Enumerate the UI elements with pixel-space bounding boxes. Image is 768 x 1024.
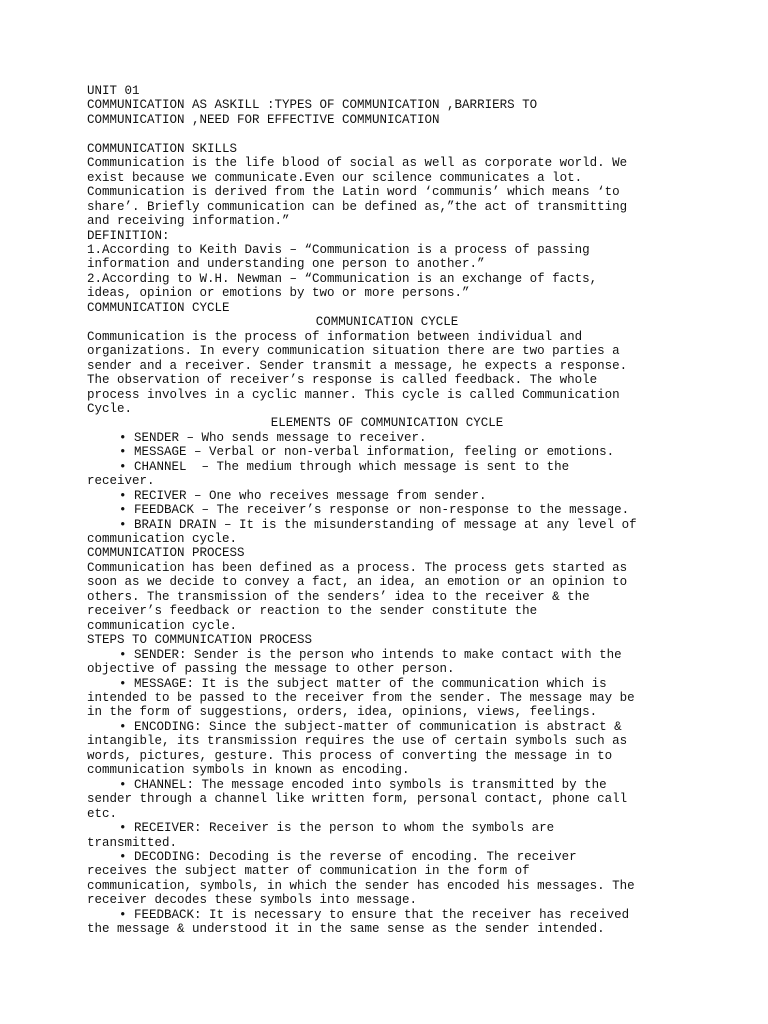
list-item-continuation: sender through a channel like written form, personal contact, phone call	[87, 792, 628, 807]
steps-heading: STEPS TO COMMUNICATION PROCESS	[87, 633, 313, 648]
process-paragraph	[87, 561, 687, 633]
title-line-1: COMMUNICATION AS ASKILL :TYPES OF COMMUNICATION ,BARRIERS TO	[87, 98, 538, 113]
list-item-continuation: transmitted.	[87, 835, 178, 850]
cycle-centered-heading: COMMUNICATION CYCLE	[315, 315, 459, 330]
skills-heading: COMMUNICATION SKILLS	[87, 141, 238, 156]
process-heading: COMMUNICATION PROCESS	[87, 546, 245, 561]
list-item: • MESSAGE – Verbal or non-verbal information, feeling or emotions.	[119, 445, 615, 460]
paragraph-line: receiver’s feedback or reaction to the sender constitute the	[87, 604, 538, 619]
list-item: • SENDER – Who sends message to receiver.	[119, 430, 427, 445]
list-item-continuation: communication cycle.	[87, 532, 238, 547]
list-item-continuation: in the form of suggestions, orders, idea, opinions, views, feelings.	[87, 705, 598, 720]
paragraph-line: share’. Briefly communication can be defined as,”the act of transmitting	[87, 199, 628, 214]
paragraph-line: soon as we decide to convey a fact, an idea, an emotion or an opinion to	[87, 575, 628, 590]
list-item-continuation: receives the subject matter of communication in the form of	[87, 864, 530, 879]
paragraph-line: communication cycle.	[87, 618, 238, 633]
list-item-continuation: communication, symbols, in which the sender has encoded his messages. The	[87, 878, 635, 893]
paragraph-line: Communication is the process of information between individual and	[87, 329, 583, 344]
list-item-continuation: intangible, its transmission requires the use of certain symbols such as	[87, 734, 628, 749]
paragraph-line: Communication has been defined as a process. The process gets started as	[87, 560, 628, 575]
steps-list	[87, 648, 687, 937]
paragraph-line: Communication is the life blood of social as well as corporate world. We	[87, 156, 628, 171]
unit-label: UNIT 01	[87, 84, 140, 98]
list-item: • SENDER: Sender is the person who intends to make contact with the	[119, 647, 622, 662]
list-item: • CHANNEL – The medium through which message is sent to the	[119, 459, 570, 474]
definition-list	[87, 243, 687, 301]
paragraph-line: others. The transmission of the senders’ idea to the receiver & the	[87, 589, 590, 604]
cycle-heading: COMMUNICATION CYCLE	[87, 300, 230, 315]
paragraph-line: Communication is derived from the Latin word ‘communis’ which means ‘to	[87, 185, 620, 200]
paragraph-line: Cycle.	[87, 401, 133, 416]
definition-line: 1.According to Keith Davis – “Communication is a process of passing	[87, 242, 590, 257]
list-item-continuation: communication symbols in known as encoding.	[87, 763, 410, 778]
paragraph-line: organizations. In every communication situation there are two parties a	[87, 344, 620, 359]
cycle-paragraph	[87, 330, 687, 417]
list-item: • DECODING: Decoding is the reverse of encoding. The receiver	[119, 850, 577, 864]
list-item-continuation: words, pictures, gesture. This process of converting the message in to	[87, 748, 613, 763]
list-item-continuation: intended to be passed to the receiver from the sender. The message may be	[87, 691, 635, 706]
document-page	[87, 84, 687, 937]
definition-heading: DEFINITION:	[87, 228, 170, 243]
definition-line: information and understanding one person to another.”	[87, 257, 485, 272]
definition-line: ideas, opinion or emotions by two or more persons.”	[87, 286, 470, 301]
list-item: • MESSAGE: It is the subject matter of the communication which is	[119, 676, 607, 691]
list-item: • ENCODING: Since the subject-matter of communication is abstract &	[119, 719, 622, 734]
list-item-continuation: etc.	[87, 806, 118, 821]
spacer	[87, 127, 687, 141]
elements-heading: ELEMENTS OF COMMUNICATION CYCLE	[270, 416, 504, 431]
definition-line: 2.According to W.H. Newman – “Communication is an exchange of facts,	[87, 271, 598, 286]
skills-paragraph	[87, 156, 687, 228]
title-line-2: COMMUNICATION ,NEED FOR EFFECTIVE COMMUNICATION	[87, 112, 440, 127]
list-item: • CHANNEL: The message encoded into symbols is transmitted by the	[119, 777, 607, 792]
list-item: • FEEDBACK: It is necessary to ensure that the receiver has received	[119, 907, 630, 922]
list-item: • FEEDBACK – The receiver’s response or non-response to the message.	[119, 503, 630, 518]
list-item-continuation: objective of passing the message to other person.	[87, 662, 455, 677]
list-item-continuation: receiver.	[87, 474, 155, 489]
list-item-continuation: the message & understood it in the same sense as the sender intended.	[87, 922, 605, 937]
paragraph-line: exist because we communicate.Even our scilence communicates a lot.	[87, 170, 583, 185]
paragraph-line: The observation of receiver’s response is called feedback. The whole	[87, 373, 598, 388]
paragraph-line: and receiving information.”	[87, 214, 290, 229]
list-item: • RECEIVER: Receiver is the person to whom the symbols are	[119, 821, 555, 836]
list-item: • RECIVER – One who receives message from sender.	[119, 488, 487, 503]
list-item: • BRAIN DRAIN – It is the misunderstanding of message at any level of	[119, 517, 637, 532]
paragraph-line: process involves in a cyclic manner. This cycle is called Communication	[87, 387, 620, 402]
list-item-continuation: receiver decodes these symbols into message.	[87, 893, 418, 908]
elements-list	[87, 431, 687, 547]
paragraph-line: sender and a receiver. Sender transmit a message, he expects a response.	[87, 358, 628, 373]
